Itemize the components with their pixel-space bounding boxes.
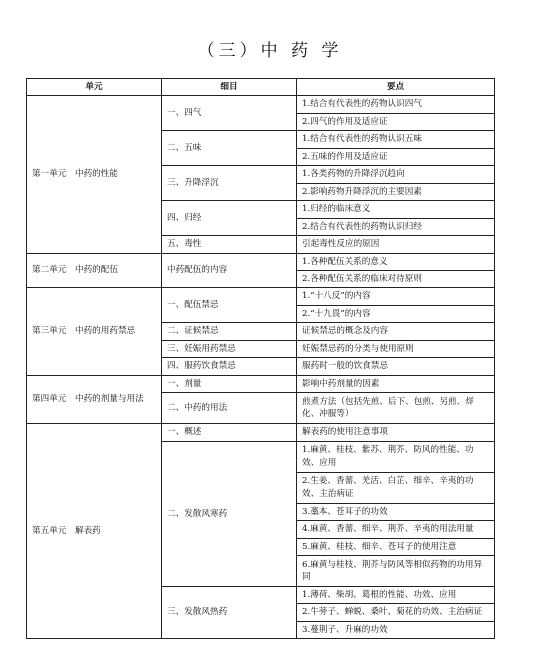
- point-cell: 妊娠禁忌药的分类与使用原则: [297, 340, 495, 357]
- table-row: [27, 253, 495, 270]
- point-cell: 1.“十八反”的内容: [297, 288, 495, 305]
- point-cell: 引起毒性反应的原因: [297, 236, 495, 253]
- table-header-row: [27, 79, 495, 96]
- unit-cell: 第一单元 中药的性能: [27, 96, 162, 253]
- table-row: [27, 96, 495, 113]
- item-cell: 二、中药的用法: [162, 393, 297, 424]
- item-cell: 二、证候禁忌: [162, 323, 297, 340]
- unit-cell: 第四单元 中药的剂量与用法: [27, 375, 162, 423]
- item-cell: 五、毒性: [162, 236, 297, 253]
- point-cell: 证候禁忌的概念及内容: [297, 323, 495, 340]
- point-cell: 2.牛蒡子、蝉蜕、桑叶、菊花的功效、主治病证: [297, 604, 495, 621]
- item-cell: 一、剂量: [162, 375, 297, 392]
- item-cell: 四、归经: [162, 201, 297, 236]
- unit-cell: 第五单元 解表药: [27, 424, 162, 639]
- point-cell: 4.麻黄、香薷、细辛、荆芥、辛夷的用法用量: [297, 521, 495, 538]
- point-cell: 1.归经的临床意义: [297, 201, 495, 218]
- point-cell: 2.结合有代表性的药物认识归经: [297, 218, 495, 235]
- point-cell: 影响中药剂量的因素: [297, 375, 495, 392]
- point-cell: 6.麻黄与桂枝、荆芥与防风等相似药物的功用异同: [297, 555, 495, 586]
- point-cell: 1.结合有代表性的药物认识四气: [297, 96, 495, 113]
- unit-cell: 第二单元 中药的配伍: [27, 253, 162, 288]
- point-cell: 2.生姜、香薷、羌活、白芷、细辛、辛夷的功效、主治病证: [297, 472, 495, 503]
- point-cell: 2.四气的作用及适应证: [297, 113, 495, 130]
- point-cell: 服药时一般的饮食禁忌: [297, 358, 495, 375]
- syllabus-table: [26, 78, 495, 639]
- point-cell: 2.影响药物升降浮沉的主要因素: [297, 183, 495, 200]
- unit-cell: 第三单元 中药的用药禁忌: [27, 288, 162, 375]
- point-cell: 解表药的使用注意事项: [297, 424, 495, 441]
- point-cell: 5.麻黄、桂枝、细辛、苍耳子的使用注意: [297, 538, 495, 555]
- page-title: （三）中 药 学: [197, 41, 343, 61]
- item-cell: 三、升降浮沉: [162, 166, 297, 201]
- item-cell: 三、妊娠用药禁忌: [162, 340, 297, 357]
- point-cell: 1.薄荷、柴胡、葛根的性能、功效、应用: [297, 586, 495, 603]
- point-cell: 2.“十九畏”的内容: [297, 305, 495, 322]
- table-row: [27, 288, 495, 305]
- point-cell: 2.各种配伍关系的临床对待原则: [297, 270, 495, 287]
- point-cell: 2.五味的作用及适应证: [297, 148, 495, 165]
- point-cell: 1.各种配伍关系的意义: [297, 253, 495, 270]
- header-item: 细目: [162, 79, 297, 96]
- item-cell: 二、发散风寒药: [162, 441, 297, 586]
- item-cell: 中药配伍的内容: [162, 253, 297, 288]
- point-cell: 1.结合有代表性的药物认识五味: [297, 131, 495, 148]
- header-unit: 单元: [27, 79, 162, 96]
- point-cell: 1.麻黄、桂枝、紫苏、荆芥、防风的性能、功效、应用: [297, 441, 495, 472]
- point-cell: 煎煮方法（包括先煎、后下、包煎、另煎、烊化、冲服等）: [297, 393, 495, 424]
- point-cell: 3.藁本、苍耳子的功效: [297, 503, 495, 520]
- point-cell: 3.蔓荆子、升麻的功效: [297, 621, 495, 638]
- item-cell: 一、四气: [162, 96, 297, 131]
- header-point: 要点: [297, 79, 495, 96]
- table-row: [27, 375, 495, 392]
- item-cell: 一、配伍禁忌: [162, 288, 297, 323]
- point-cell: 1.各类药物的升降浮沉趋向: [297, 166, 495, 183]
- item-cell: 二、五味: [162, 131, 297, 166]
- item-cell: 四、服药饮食禁忌: [162, 358, 297, 375]
- item-cell: 一、概述: [162, 424, 297, 441]
- table-row: [27, 424, 495, 441]
- item-cell: 三、发散风热药: [162, 586, 297, 638]
